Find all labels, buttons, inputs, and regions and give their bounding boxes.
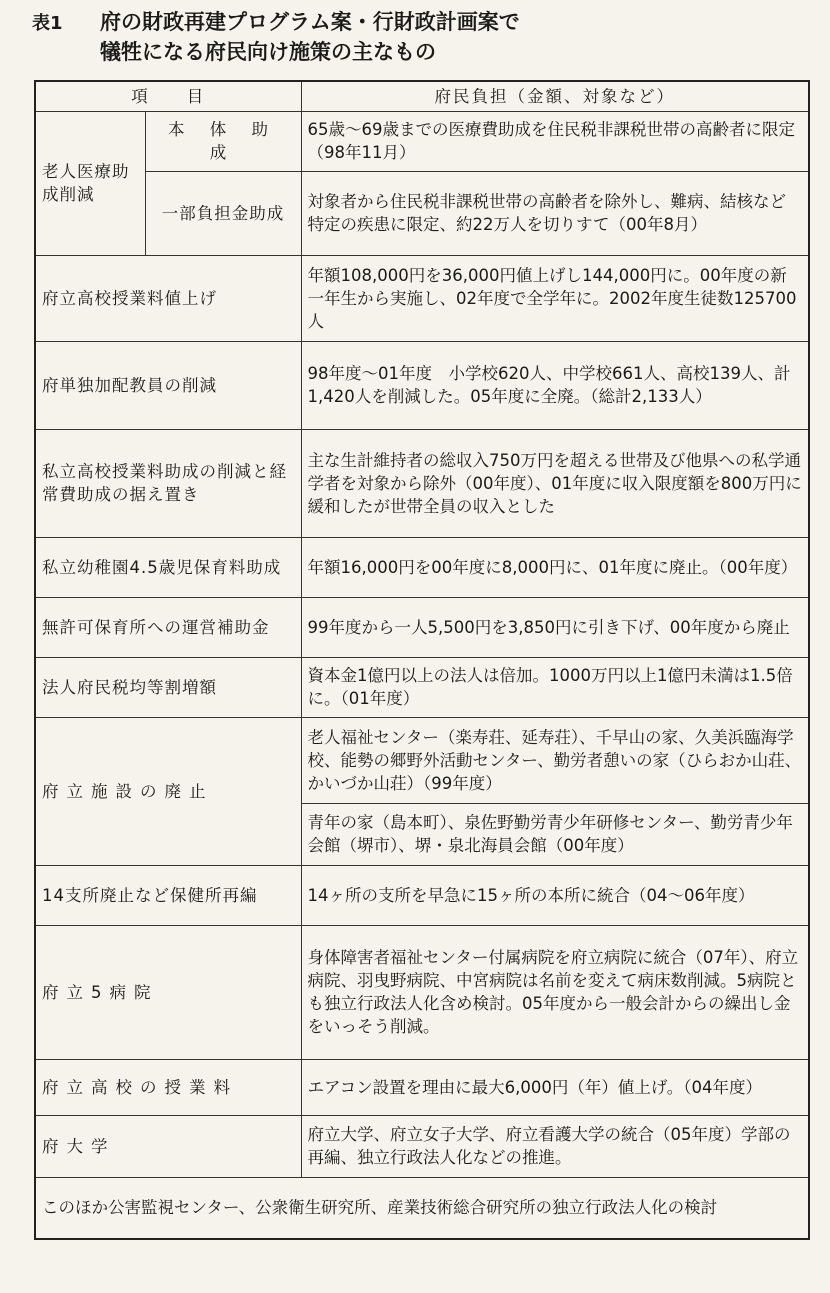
- row-item: 老人医療助成削減: [35, 111, 145, 255]
- row-item: 私立幼稚園4.5歳児保育料助成: [35, 537, 301, 597]
- row-item: 私立高校授業料助成の削減と経常費助成の据え置き: [35, 429, 301, 537]
- row-desc: 99年度から一人5,500円を3,850円に引き下げ、00年度から廃止: [301, 597, 809, 657]
- table-label: 表1: [32, 13, 63, 34]
- table-row: [35, 341, 809, 429]
- row-desc: 主な生計維持者の総収入750万円を超える世帯及び他県への私学通学者を対象から除外（00年度）、01年度に収入限度額を800万円に緩和したが世帯全員の収入とした: [301, 429, 809, 537]
- sub-item: 一部負担金助成: [145, 171, 301, 255]
- row-item: 府立施設の廃止: [35, 717, 301, 865]
- row-desc: 府立大学、府立女子大学、府立看護大学の統合（05年度）学部の再編、独立行政法人化などの推進。: [301, 1115, 809, 1177]
- row-item: 府立高校授業料値上げ: [35, 255, 301, 341]
- row-item: 無許可保育所への運営補助金: [35, 597, 301, 657]
- row-desc: 資本金1億円以上の法人は倍加。1000万円以上1億円未満は1.5倍に。（01年度）: [301, 657, 809, 717]
- title-line-2: 犠牲になる府民向け施策の主なもの: [100, 40, 436, 64]
- row-desc: 老人福祉センター（楽寿荘、延寿荘）、千早山の家、久美浜臨海学校、能勢の郷野外活動センター、勤労者憩いの家（ひらおか山荘、かいづか山荘）（99年度）: [301, 717, 809, 803]
- table-footer-row: [35, 1177, 809, 1239]
- table-row: [35, 597, 809, 657]
- table-row: [35, 255, 809, 341]
- header-row: [35, 81, 809, 111]
- footer-note: このほか公害監視センター、公衆衛生研究所、産業技術総合研究所の独立行政法人化の検討: [35, 1177, 809, 1239]
- header-burden: 府民負担（金額、対象など）: [301, 81, 809, 111]
- sub-item: 本 体 助 成: [145, 111, 301, 171]
- table-row: [35, 171, 809, 255]
- table-row: [35, 657, 809, 717]
- row-desc: 98年度〜01年度 小学校620人、中学校661人、高校139人、計1,420人を削減した。05年度に全廃。（総計2,133人）: [301, 341, 809, 429]
- row-item: 14支所廃止など保健所再編: [35, 865, 301, 925]
- row-item: 府単独加配教員の削減: [35, 341, 301, 429]
- policy-table: [34, 80, 810, 1240]
- table-row: [35, 537, 809, 597]
- row-desc: エアコン設置を理由に最大6,000円（年）値上げ。（04年度）: [301, 1059, 809, 1115]
- row-desc: 身体障害者福祉センター付属病院を府立病院に統合（07年）、府立病院、羽曳野病院、中宮病院は名前を変えて病床数削減。5病院とも独立行政法人化含め検討。05年度から一般会計からの繰出し金をいっそう削減。: [301, 925, 809, 1059]
- table-row: [35, 1059, 809, 1115]
- row-desc: 14ヶ所の支所を早急に15ヶ所の本所に統合（04〜06年度）: [301, 865, 809, 925]
- row-item: 府立高校の授業料: [35, 1059, 301, 1115]
- row-desc: 65歳〜69歳までの医療費助成を住民税非課税世帯の高齢者に限定（98年11月）: [301, 111, 809, 171]
- table-row: [35, 865, 809, 925]
- table-row: [35, 1115, 809, 1177]
- table-row: [35, 925, 809, 1059]
- row-item: 府立5病院: [35, 925, 301, 1059]
- table-row: [35, 429, 809, 537]
- header-item: 項 目: [35, 81, 301, 111]
- title-line-1: 府の財政再建プログラム案・行財政計画案で: [100, 10, 520, 34]
- row-item: 府大学: [35, 1115, 301, 1177]
- table-row: [35, 717, 809, 803]
- table-row: [35, 111, 809, 171]
- table-title: [32, 8, 812, 66]
- row-desc: 対象者から住民税非課税世帯の高齢者を除外し、難病、結核など特定の疾患に限定、約22万人を切りすて（00年8月）: [301, 171, 809, 255]
- row-desc: 年額16,000円を00年度に8,000円に、01年度に廃止。（00年度）: [301, 537, 809, 597]
- row-desc: 年額108,000円を36,000円値上げし144,000円に。00年度の新一年生から実施し、02年度で全学年に。2002年度生徒数125700人: [301, 255, 809, 341]
- row-item: 法人府民税均等割増額: [35, 657, 301, 717]
- row-desc: 青年の家（島本町）、泉佐野勤労青少年研修センター、勤労青少年会館（堺市）、堺・泉北海員会館（00年度）: [301, 803, 809, 865]
